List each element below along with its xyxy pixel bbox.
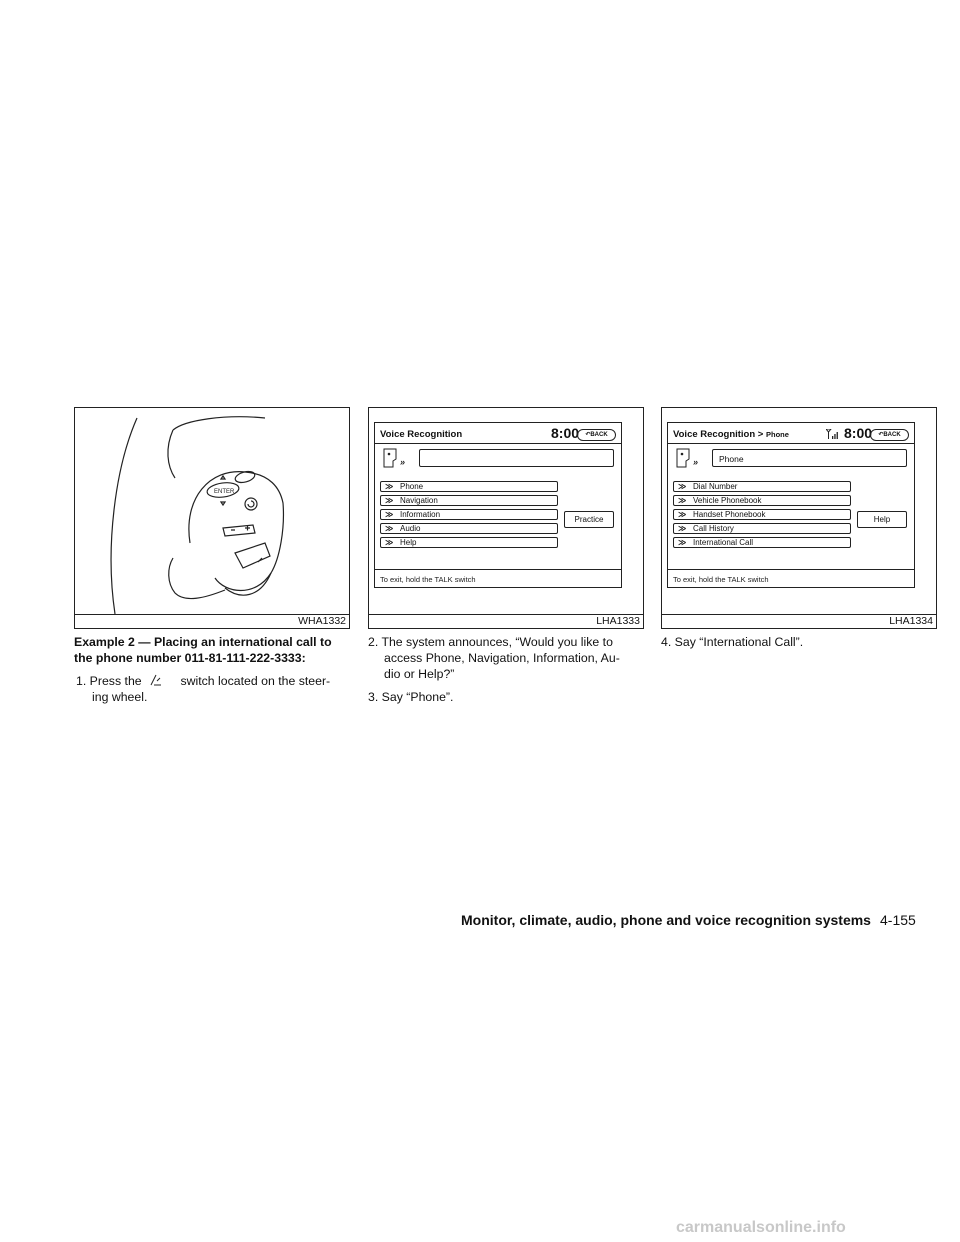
section-title: Monitor, climate, audio, phone and voice recognition systems bbox=[461, 912, 871, 928]
back-button-label: BACK bbox=[883, 432, 901, 438]
figure-code: WHA1332 bbox=[298, 615, 346, 627]
figure-code: LHA1333 bbox=[596, 615, 640, 627]
option-audio[interactable]: ≫ Audio bbox=[380, 523, 558, 534]
step-2-line-2: access Phone, Navigation, Information, Au- bbox=[384, 651, 620, 665]
watermark: carmanualsonline.info bbox=[676, 1219, 846, 1236]
screen-title: Voice Recognition > Phone bbox=[673, 429, 789, 440]
column-right bbox=[661, 634, 939, 650]
header-divider bbox=[375, 443, 621, 444]
example-heading: Example 2 — Placing an international call to the phone number 011-81-111-222-3333: bbox=[74, 635, 332, 665]
step-2: 2. The system announces, “Would you like to bbox=[368, 635, 613, 649]
option-help[interactable]: ≫ Help bbox=[380, 537, 558, 548]
voice-command-icon: ≫ bbox=[385, 538, 394, 547]
voice-command-icon: ≫ bbox=[385, 496, 394, 505]
back-arrow-icon: ↶ bbox=[878, 432, 884, 438]
screen-footer-hint: To exit, hold the TALK switch bbox=[380, 575, 476, 584]
svg-text:»: » bbox=[400, 457, 406, 467]
column-left bbox=[74, 634, 352, 705]
voice-command-icon: ≫ bbox=[678, 510, 687, 519]
voice-command-icon: ≫ bbox=[385, 524, 394, 533]
voice-command-icon: ≫ bbox=[678, 482, 687, 491]
option-navigation[interactable]: ≫ Navigation bbox=[380, 495, 558, 506]
header-divider bbox=[668, 443, 914, 444]
voice-command-icon: ≫ bbox=[678, 524, 687, 533]
option-international-call[interactable]: ≫ International Call bbox=[673, 537, 851, 548]
steering-wheel-figure bbox=[74, 407, 350, 629]
option-call-history[interactable]: ≫ Call History bbox=[673, 523, 851, 534]
option-information[interactable]: ≫ Information bbox=[380, 509, 558, 520]
step-3: 3. Say “Phone”. bbox=[368, 690, 454, 704]
talk-switch-icon bbox=[149, 673, 163, 687]
recognized-text-field bbox=[419, 449, 614, 467]
screen-footer-hint: To exit, hold the TALK switch bbox=[673, 575, 769, 584]
clock: 8:00 bbox=[551, 425, 580, 441]
signal-strength-icon bbox=[826, 429, 840, 439]
page-number: 4-155 bbox=[880, 912, 916, 928]
screen-title: Voice Recognition bbox=[380, 429, 463, 440]
column-middle bbox=[368, 634, 646, 705]
voice-recognition-screen-figure bbox=[368, 407, 644, 629]
voice-speaker-icon bbox=[382, 447, 416, 469]
display-screen bbox=[374, 422, 622, 588]
footer-divider bbox=[668, 569, 914, 570]
svg-text:»: » bbox=[693, 457, 699, 467]
voice-recognition-phone-figure bbox=[661, 407, 937, 629]
option-phone[interactable]: ≫ Phone bbox=[380, 481, 558, 492]
option-handset-phonebook[interactable]: ≫ Handset Phonebook bbox=[673, 509, 851, 520]
figure-code: LHA1334 bbox=[889, 615, 933, 627]
voice-command-icon: ≫ bbox=[678, 538, 687, 547]
screen-subtitle: Phone bbox=[766, 430, 789, 439]
voice-command-icon: ≫ bbox=[385, 510, 394, 519]
voice-command-icon: ≫ bbox=[678, 496, 687, 505]
recognized-text-field: Phone bbox=[712, 449, 907, 467]
back-button-label: BACK bbox=[590, 432, 608, 438]
enter-button-label: ENTER bbox=[214, 489, 235, 495]
help-button[interactable]: Help bbox=[857, 511, 907, 528]
voice-speaker-icon bbox=[675, 447, 709, 469]
step-1-continued: ing wheel. bbox=[92, 690, 148, 704]
footer-divider bbox=[375, 569, 621, 570]
step-1: 1. Press the switch located on the steer- bbox=[76, 674, 331, 688]
voice-command-icon: ≫ bbox=[385, 482, 394, 491]
back-button[interactable] bbox=[577, 429, 616, 441]
option-dial-number[interactable]: ≫ Dial Number bbox=[673, 481, 851, 492]
back-arrow-icon: ↶ bbox=[585, 432, 591, 438]
clock: 8:00 bbox=[844, 425, 873, 441]
practice-button[interactable]: Practice bbox=[564, 511, 614, 528]
display-screen bbox=[667, 422, 915, 588]
step-4: 4. Say “International Call”. bbox=[661, 635, 804, 649]
back-button[interactable] bbox=[870, 429, 909, 441]
option-vehicle-phonebook[interactable]: ≫ Vehicle Phonebook bbox=[673, 495, 851, 506]
step-2-line-3: dio or Help?” bbox=[384, 667, 455, 681]
steering-wheel-illustration bbox=[75, 408, 349, 614]
